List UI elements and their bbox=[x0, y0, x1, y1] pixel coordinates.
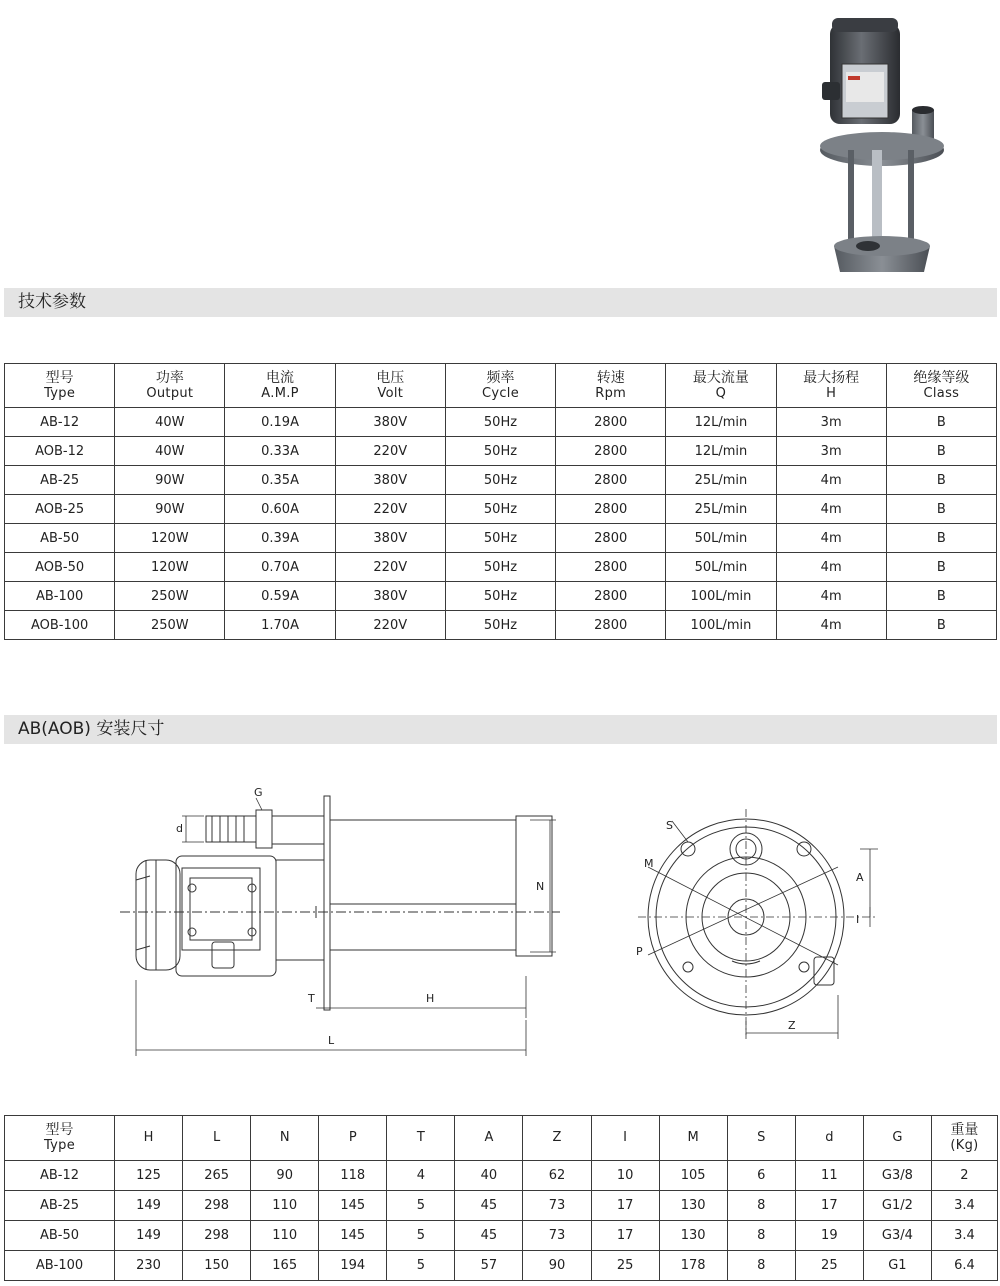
dim-cell: 110 bbox=[251, 1221, 319, 1251]
spec-cell: 1.70A bbox=[225, 611, 335, 640]
dim-cell: 57 bbox=[455, 1251, 523, 1281]
spec-cell: B bbox=[886, 408, 996, 437]
spec-cell: B bbox=[886, 611, 996, 640]
spec-cell: B bbox=[886, 495, 996, 524]
spec-row bbox=[5, 524, 997, 553]
spec-header-6: 最大流量 Q bbox=[666, 364, 776, 408]
spec-cell: 2800 bbox=[556, 437, 666, 466]
dim-row bbox=[5, 1161, 998, 1191]
spec-cell: B bbox=[886, 437, 996, 466]
spec-cell: 220V bbox=[335, 495, 445, 524]
spec-cell: AB-12 bbox=[5, 408, 115, 437]
spec-header-8: 绝缘等级 Class bbox=[886, 364, 996, 408]
pump-photo-icon bbox=[812, 14, 962, 276]
label-L: L bbox=[328, 1034, 335, 1047]
dim-cell: 149 bbox=[115, 1191, 183, 1221]
label-S: S bbox=[666, 819, 673, 832]
spec-cell: 380V bbox=[335, 524, 445, 553]
dim-header-type: 型号 Type bbox=[5, 1116, 115, 1161]
spec-cell: 380V bbox=[335, 408, 445, 437]
spec-cell: 100L/min bbox=[666, 582, 776, 611]
spec-cell: 40W bbox=[115, 437, 225, 466]
spec-cell: 0.35A bbox=[225, 466, 335, 495]
spec-header-5: 转速 Rpm bbox=[556, 364, 666, 408]
spec-cell: AB-100 bbox=[5, 582, 115, 611]
spec-cell: 50Hz bbox=[445, 582, 555, 611]
spec-cell: 0.39A bbox=[225, 524, 335, 553]
spec-cell: 220V bbox=[335, 553, 445, 582]
spec-header-1: 功率 Output bbox=[115, 364, 225, 408]
dim-header-4: T bbox=[387, 1116, 455, 1161]
spec-cell: AOB-100 bbox=[5, 611, 115, 640]
spec-cell: AOB-50 bbox=[5, 553, 115, 582]
spec-cell: 100L/min bbox=[666, 611, 776, 640]
dim-cell: 4 bbox=[387, 1161, 455, 1191]
spec-cell: 0.59A bbox=[225, 582, 335, 611]
dim-cell: 298 bbox=[183, 1191, 251, 1221]
label-I: I bbox=[856, 913, 860, 926]
spec-cell: 12L/min bbox=[666, 437, 776, 466]
spec-cell: 90W bbox=[115, 495, 225, 524]
dim-cell: 178 bbox=[659, 1251, 727, 1281]
spec-cell: AB-50 bbox=[5, 524, 115, 553]
label-d: d bbox=[176, 822, 183, 835]
spec-cell: 0.70A bbox=[225, 553, 335, 582]
spec-cell: AB-25 bbox=[5, 466, 115, 495]
spec-cell: 4m bbox=[776, 495, 886, 524]
spec-cell: 50Hz bbox=[445, 495, 555, 524]
spec-cell: 120W bbox=[115, 524, 225, 553]
section-title-specs: 技术参数 bbox=[4, 288, 997, 317]
spec-cell: 250W bbox=[115, 611, 225, 640]
spec-cell: 50Hz bbox=[445, 524, 555, 553]
dimension-table-header bbox=[5, 1116, 998, 1161]
dim-cell: 118 bbox=[319, 1161, 387, 1191]
dim-cell: 6 bbox=[727, 1161, 795, 1191]
dim-cell: 265 bbox=[183, 1161, 251, 1191]
spec-cell: AOB-25 bbox=[5, 495, 115, 524]
dim-cell: 149 bbox=[115, 1221, 183, 1251]
dim-header-10: d bbox=[795, 1116, 863, 1161]
dim-cell: 8 bbox=[727, 1221, 795, 1251]
spec-cell: 3m bbox=[776, 437, 886, 466]
spec-cell: 90W bbox=[115, 466, 225, 495]
spec-cell: 380V bbox=[335, 466, 445, 495]
dim-cell: 90 bbox=[523, 1251, 591, 1281]
spec-cell: 0.60A bbox=[225, 495, 335, 524]
dim-cell: G3/8 bbox=[863, 1161, 931, 1191]
dim-cell: 25 bbox=[795, 1251, 863, 1281]
dim-header-7: I bbox=[591, 1116, 659, 1161]
spec-cell: 2800 bbox=[556, 408, 666, 437]
dim-header-9: S bbox=[727, 1116, 795, 1161]
dim-cell: 5 bbox=[387, 1191, 455, 1221]
spec-cell: 4m bbox=[776, 524, 886, 553]
spec-cell: 4m bbox=[776, 582, 886, 611]
spec-cell: 25L/min bbox=[666, 466, 776, 495]
front-view-drawing bbox=[628, 795, 888, 1045]
label-A: A bbox=[856, 871, 864, 884]
dim-cell: 73 bbox=[523, 1221, 591, 1251]
spec-cell: 12L/min bbox=[666, 408, 776, 437]
label-P: P bbox=[636, 945, 643, 958]
dim-cell: 62 bbox=[523, 1161, 591, 1191]
spec-cell: 50Hz bbox=[445, 611, 555, 640]
spec-cell: 2800 bbox=[556, 582, 666, 611]
dim-cell: AB-12 bbox=[5, 1161, 115, 1191]
dim-cell: 45 bbox=[455, 1191, 523, 1221]
spec-cell: 0.33A bbox=[225, 437, 335, 466]
label-H: H bbox=[426, 992, 435, 1005]
dim-cell: 10 bbox=[591, 1161, 659, 1191]
spec-row bbox=[5, 408, 997, 437]
spec-header-3: 电压 Volt bbox=[335, 364, 445, 408]
dim-cell: 110 bbox=[251, 1191, 319, 1221]
label-N: N bbox=[536, 880, 545, 893]
dim-header-5: A bbox=[455, 1116, 523, 1161]
dim-cell: 130 bbox=[659, 1191, 727, 1221]
spec-cell: 2800 bbox=[556, 524, 666, 553]
dim-header-weight: 重量 (Kg) bbox=[931, 1116, 997, 1161]
spec-cell: 2800 bbox=[556, 611, 666, 640]
dim-cell: 3.4 bbox=[931, 1191, 997, 1221]
dim-cell: 5 bbox=[387, 1221, 455, 1251]
dim-cell: 145 bbox=[319, 1221, 387, 1251]
dimension-table bbox=[4, 1115, 998, 1281]
dim-cell: 130 bbox=[659, 1221, 727, 1251]
spec-table bbox=[4, 363, 997, 640]
spec-cell: B bbox=[886, 466, 996, 495]
dim-cell: 3.4 bbox=[931, 1221, 997, 1251]
dim-cell: 150 bbox=[183, 1251, 251, 1281]
dim-cell: G1/2 bbox=[863, 1191, 931, 1221]
spec-cell: 50L/min bbox=[666, 524, 776, 553]
spec-table-header bbox=[5, 364, 997, 408]
spec-header-2: 电流 A.M.P bbox=[225, 364, 335, 408]
spec-cell: 50Hz bbox=[445, 553, 555, 582]
dim-cell: 125 bbox=[115, 1161, 183, 1191]
dim-cell: 2 bbox=[931, 1161, 997, 1191]
spec-header-4: 频率 Cycle bbox=[445, 364, 555, 408]
dim-cell: 230 bbox=[115, 1251, 183, 1281]
spec-row bbox=[5, 582, 997, 611]
spec-cell: B bbox=[886, 553, 996, 582]
section-title-install: AB(AOB) 安装尺寸 bbox=[4, 715, 997, 744]
dim-cell: 73 bbox=[523, 1191, 591, 1221]
spec-cell: 50L/min bbox=[666, 553, 776, 582]
spec-row bbox=[5, 495, 997, 524]
dim-header-1: L bbox=[183, 1116, 251, 1161]
spec-cell: 250W bbox=[115, 582, 225, 611]
dim-cell: 165 bbox=[251, 1251, 319, 1281]
dim-cell: 298 bbox=[183, 1221, 251, 1251]
spec-cell: 2800 bbox=[556, 553, 666, 582]
dim-header-0: H bbox=[115, 1116, 183, 1161]
dim-cell: G1 bbox=[863, 1251, 931, 1281]
dim-header-11: G bbox=[863, 1116, 931, 1161]
dim-cell: 45 bbox=[455, 1221, 523, 1251]
spec-cell: 50Hz bbox=[445, 408, 555, 437]
dim-cell: AB-25 bbox=[5, 1191, 115, 1221]
side-view-drawing bbox=[120, 780, 560, 1060]
dim-row bbox=[5, 1221, 998, 1251]
spec-cell: 4m bbox=[776, 611, 886, 640]
dim-cell: 90 bbox=[251, 1161, 319, 1191]
dim-cell: 194 bbox=[319, 1251, 387, 1281]
dim-cell: 17 bbox=[591, 1221, 659, 1251]
dim-header-3: P bbox=[319, 1116, 387, 1161]
dim-cell: 6.4 bbox=[931, 1251, 997, 1281]
dim-cell: 17 bbox=[591, 1191, 659, 1221]
spec-row bbox=[5, 611, 997, 640]
dim-header-2: N bbox=[251, 1116, 319, 1161]
spec-header-7: 最大扬程 H bbox=[776, 364, 886, 408]
spec-cell: 40W bbox=[115, 408, 225, 437]
dim-cell: 40 bbox=[455, 1161, 523, 1191]
spec-row bbox=[5, 466, 997, 495]
spec-cell: 0.19A bbox=[225, 408, 335, 437]
spec-cell: 4m bbox=[776, 466, 886, 495]
dim-cell: 8 bbox=[727, 1191, 795, 1221]
spec-cell: B bbox=[886, 582, 996, 611]
spec-cell: 2800 bbox=[556, 466, 666, 495]
spec-row bbox=[5, 437, 997, 466]
spec-cell: 220V bbox=[335, 437, 445, 466]
dim-cell: AB-50 bbox=[5, 1221, 115, 1251]
dim-row bbox=[5, 1251, 998, 1281]
spec-header-0: 型号 Type bbox=[5, 364, 115, 408]
spec-cell: 120W bbox=[115, 553, 225, 582]
dim-cell: AB-100 bbox=[5, 1251, 115, 1281]
spec-cell: 50Hz bbox=[445, 437, 555, 466]
dim-cell: 105 bbox=[659, 1161, 727, 1191]
label-G: G bbox=[254, 786, 263, 799]
dim-cell: 5 bbox=[387, 1251, 455, 1281]
spec-cell: 4m bbox=[776, 553, 886, 582]
spec-cell: 380V bbox=[335, 582, 445, 611]
spec-cell: 220V bbox=[335, 611, 445, 640]
spec-cell: 2800 bbox=[556, 495, 666, 524]
dim-cell: 11 bbox=[795, 1161, 863, 1191]
dim-cell: G3/4 bbox=[863, 1221, 931, 1251]
spec-cell: 50Hz bbox=[445, 466, 555, 495]
dim-cell: 25 bbox=[591, 1251, 659, 1281]
spec-cell: 25L/min bbox=[666, 495, 776, 524]
dim-header-8: M bbox=[659, 1116, 727, 1161]
spec-cell: 3m bbox=[776, 408, 886, 437]
label-T: T bbox=[308, 992, 315, 1005]
spec-row bbox=[5, 553, 997, 582]
label-M: M bbox=[644, 857, 654, 870]
label-Z: Z bbox=[788, 1019, 796, 1032]
dim-cell: 145 bbox=[319, 1191, 387, 1221]
dim-cell: 8 bbox=[727, 1251, 795, 1281]
dim-cell: 19 bbox=[795, 1221, 863, 1251]
dim-cell: 17 bbox=[795, 1191, 863, 1221]
spec-cell: B bbox=[886, 524, 996, 553]
dim-header-6: Z bbox=[523, 1116, 591, 1161]
dim-row bbox=[5, 1191, 998, 1221]
spec-cell: AOB-12 bbox=[5, 437, 115, 466]
